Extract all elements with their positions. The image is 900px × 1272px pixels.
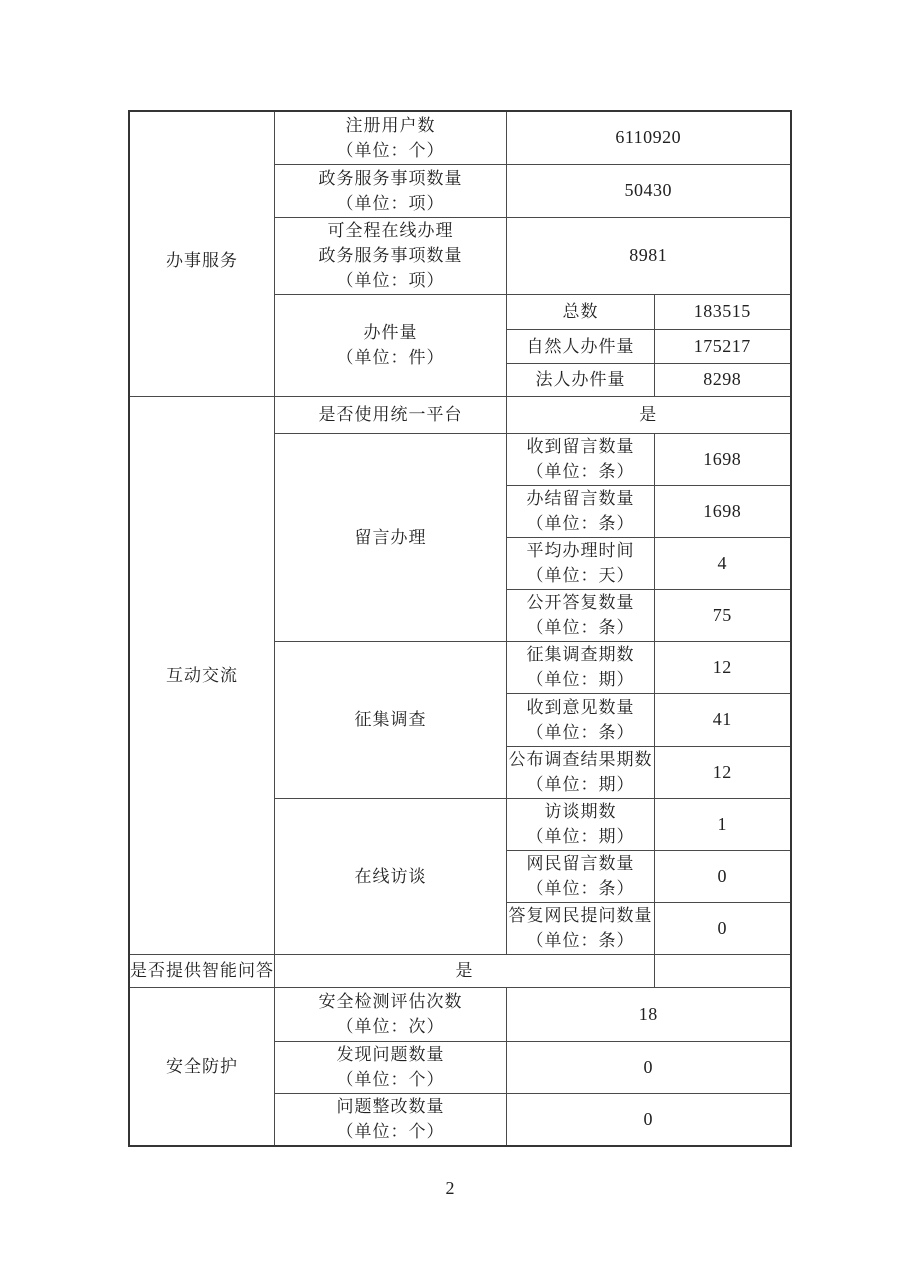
value-text: 1698 — [703, 500, 742, 521]
sub-value-cell — [655, 589, 791, 641]
sub-label-cell — [507, 798, 655, 850]
sub-label-text: 网民留言数量 — [526, 854, 635, 873]
item-unit-line: （单位：项） — [336, 271, 445, 290]
item-label-cell — [275, 396, 507, 433]
item-label-line: 发现问题数量 — [336, 1045, 445, 1064]
item-unit-line: （单位：次） — [336, 1017, 445, 1036]
item-label-cell — [275, 1041, 507, 1093]
item-label-line: 政务服务事项数量 — [318, 246, 463, 265]
value-text: 75 — [712, 604, 732, 625]
item-label-cell-zhengji-diaocha — [275, 641, 507, 798]
sub-value-cell — [655, 798, 791, 850]
value-cell — [507, 987, 791, 1041]
value-cell — [507, 217, 791, 294]
value-text: 50430 — [624, 180, 672, 200]
sub-value-cell — [655, 902, 791, 954]
sub-unit-text: （单位：期） — [526, 670, 635, 689]
sub-unit-text: （单位：条） — [526, 514, 635, 533]
value-text: 0 — [643, 1056, 653, 1077]
item-label-cell-zaixian-fangtan — [275, 798, 507, 954]
value-cell — [507, 1041, 791, 1093]
sub-unit-text: （单位：条） — [526, 462, 635, 481]
item-label-cell — [275, 164, 507, 217]
sub-label-text: 公布调查结果期数 — [508, 750, 653, 769]
item-label-cell — [275, 217, 507, 294]
sub-label-text: 征集调查期数 — [526, 645, 635, 664]
sub-value-cell — [655, 485, 791, 537]
sub-value-cell — [655, 294, 791, 329]
item-label-line: 政务服务事项数量 — [318, 168, 463, 188]
item-label-line: 问题整改数量 — [336, 1097, 445, 1117]
item-label-cell-banjianliang — [275, 294, 507, 396]
sub-value-cell — [655, 746, 791, 798]
sub-unit-text: （单位：期） — [526, 827, 635, 846]
item-label-cell — [129, 954, 275, 987]
group-label: 互动交流 — [166, 665, 238, 685]
value-text: 是 — [639, 405, 658, 424]
value-text: 0 — [717, 917, 727, 938]
sub-label-cell — [507, 294, 655, 329]
item-unit-line: （单位：个） — [336, 140, 445, 160]
sub-unit-text: （单位：条） — [526, 618, 635, 637]
sub-label-text: 办结留言数量 — [526, 489, 635, 508]
sub-unit-text: （单位：条） — [526, 931, 635, 950]
group-cell-hudong-jiaoliu — [129, 396, 275, 954]
item-label-cell — [275, 987, 507, 1041]
sub-label-text: 法人办件量 — [535, 370, 626, 389]
value-text: 6110920 — [615, 127, 682, 148]
sub-label-cell — [507, 589, 655, 641]
value-text: 18 — [638, 1003, 658, 1024]
value-text: 0 — [643, 1108, 653, 1129]
value-text: 0 — [717, 865, 727, 886]
sub-value-cell — [655, 693, 791, 746]
value-text: 183515 — [693, 301, 751, 321]
value-text: 41 — [712, 709, 732, 729]
group-label: 安全防护 — [166, 1056, 238, 1076]
page-number: 2 — [445, 1178, 455, 1198]
sub-value-cell — [655, 537, 791, 589]
sub-label-cell — [507, 433, 655, 485]
sub-label-text: 公开答复数量 — [526, 593, 635, 612]
value-text: 12 — [712, 761, 732, 782]
item-label-cell — [275, 1093, 507, 1146]
sub-label-cell — [507, 850, 655, 902]
value-cell — [275, 954, 655, 987]
value-text: 175217 — [693, 335, 751, 356]
item-label-cell-liuyan-banli — [275, 433, 507, 641]
group-cell-banshi-fuwu — [129, 111, 275, 396]
item-label-line: 在线访谈 — [354, 866, 427, 886]
sub-label-cell — [507, 537, 655, 589]
item-label-line: 留言办理 — [354, 527, 427, 547]
sub-label-cell — [507, 693, 655, 746]
sub-label-text: 总数 — [562, 302, 599, 321]
item-label-line: 安全检测评估次数 — [318, 992, 463, 1011]
item-label-line: 征集调查 — [354, 710, 427, 729]
item-label-cell — [275, 111, 507, 164]
sub-label-cell — [507, 329, 655, 363]
sub-label-cell — [507, 902, 655, 954]
sub-value-cell — [655, 329, 791, 363]
value-text: 8298 — [703, 369, 742, 389]
sub-value-cell — [655, 363, 791, 396]
item-label-line: 是否使用统一平台 — [318, 405, 463, 424]
value-cell — [507, 1093, 791, 1146]
group-label: 办事服务 — [166, 251, 238, 271]
sub-unit-text: （单位：条） — [526, 879, 635, 898]
sub-label-text: 收到意见数量 — [526, 697, 635, 717]
sub-value-cell — [655, 641, 791, 693]
sub-label-cell — [507, 363, 655, 396]
sub-unit-text: （单位：天） — [526, 566, 635, 585]
sub-label-text: 平均办理时间 — [526, 541, 635, 560]
item-unit-line: （单位：项） — [336, 193, 445, 213]
value-cell — [507, 164, 791, 217]
group-cell-anquan-fanghu — [129, 987, 275, 1146]
sub-unit-text: （单位：条） — [526, 722, 635, 742]
sub-value-cell — [655, 433, 791, 485]
item-unit-line: （单位：件） — [336, 348, 445, 367]
value-text: 8981 — [629, 245, 668, 265]
value-cell — [507, 396, 791, 433]
value-text: 12 — [712, 656, 732, 677]
sub-label-text: 答复网民提问数量 — [508, 906, 653, 925]
value-text: 4 — [717, 552, 727, 573]
value-cell — [507, 111, 791, 164]
value-text: 是 — [455, 961, 474, 980]
item-unit-line: （单位：个） — [336, 1122, 445, 1142]
item-label-line: 可全程在线办理 — [327, 221, 454, 240]
sub-label-cell — [507, 641, 655, 693]
item-label-line: 是否提供智能问答 — [130, 961, 274, 980]
sub-label-text: 访谈期数 — [544, 802, 617, 821]
sub-unit-text: （单位：期） — [526, 775, 635, 794]
item-label-line: 办件量 — [363, 323, 418, 342]
sub-label-cell — [507, 746, 655, 798]
value-text: 1 — [717, 813, 727, 834]
sub-label-text: 自然人办件量 — [526, 336, 635, 356]
sub-value-cell — [655, 850, 791, 902]
item-unit-line: （单位：个） — [336, 1070, 445, 1089]
value-text: 1698 — [703, 448, 742, 469]
sub-label-text: 收到留言数量 — [526, 437, 635, 456]
report-table-container — [128, 110, 792, 1147]
report-table — [128, 110, 792, 1147]
sub-label-cell — [507, 485, 655, 537]
item-label-line: 注册用户数 — [345, 115, 436, 135]
